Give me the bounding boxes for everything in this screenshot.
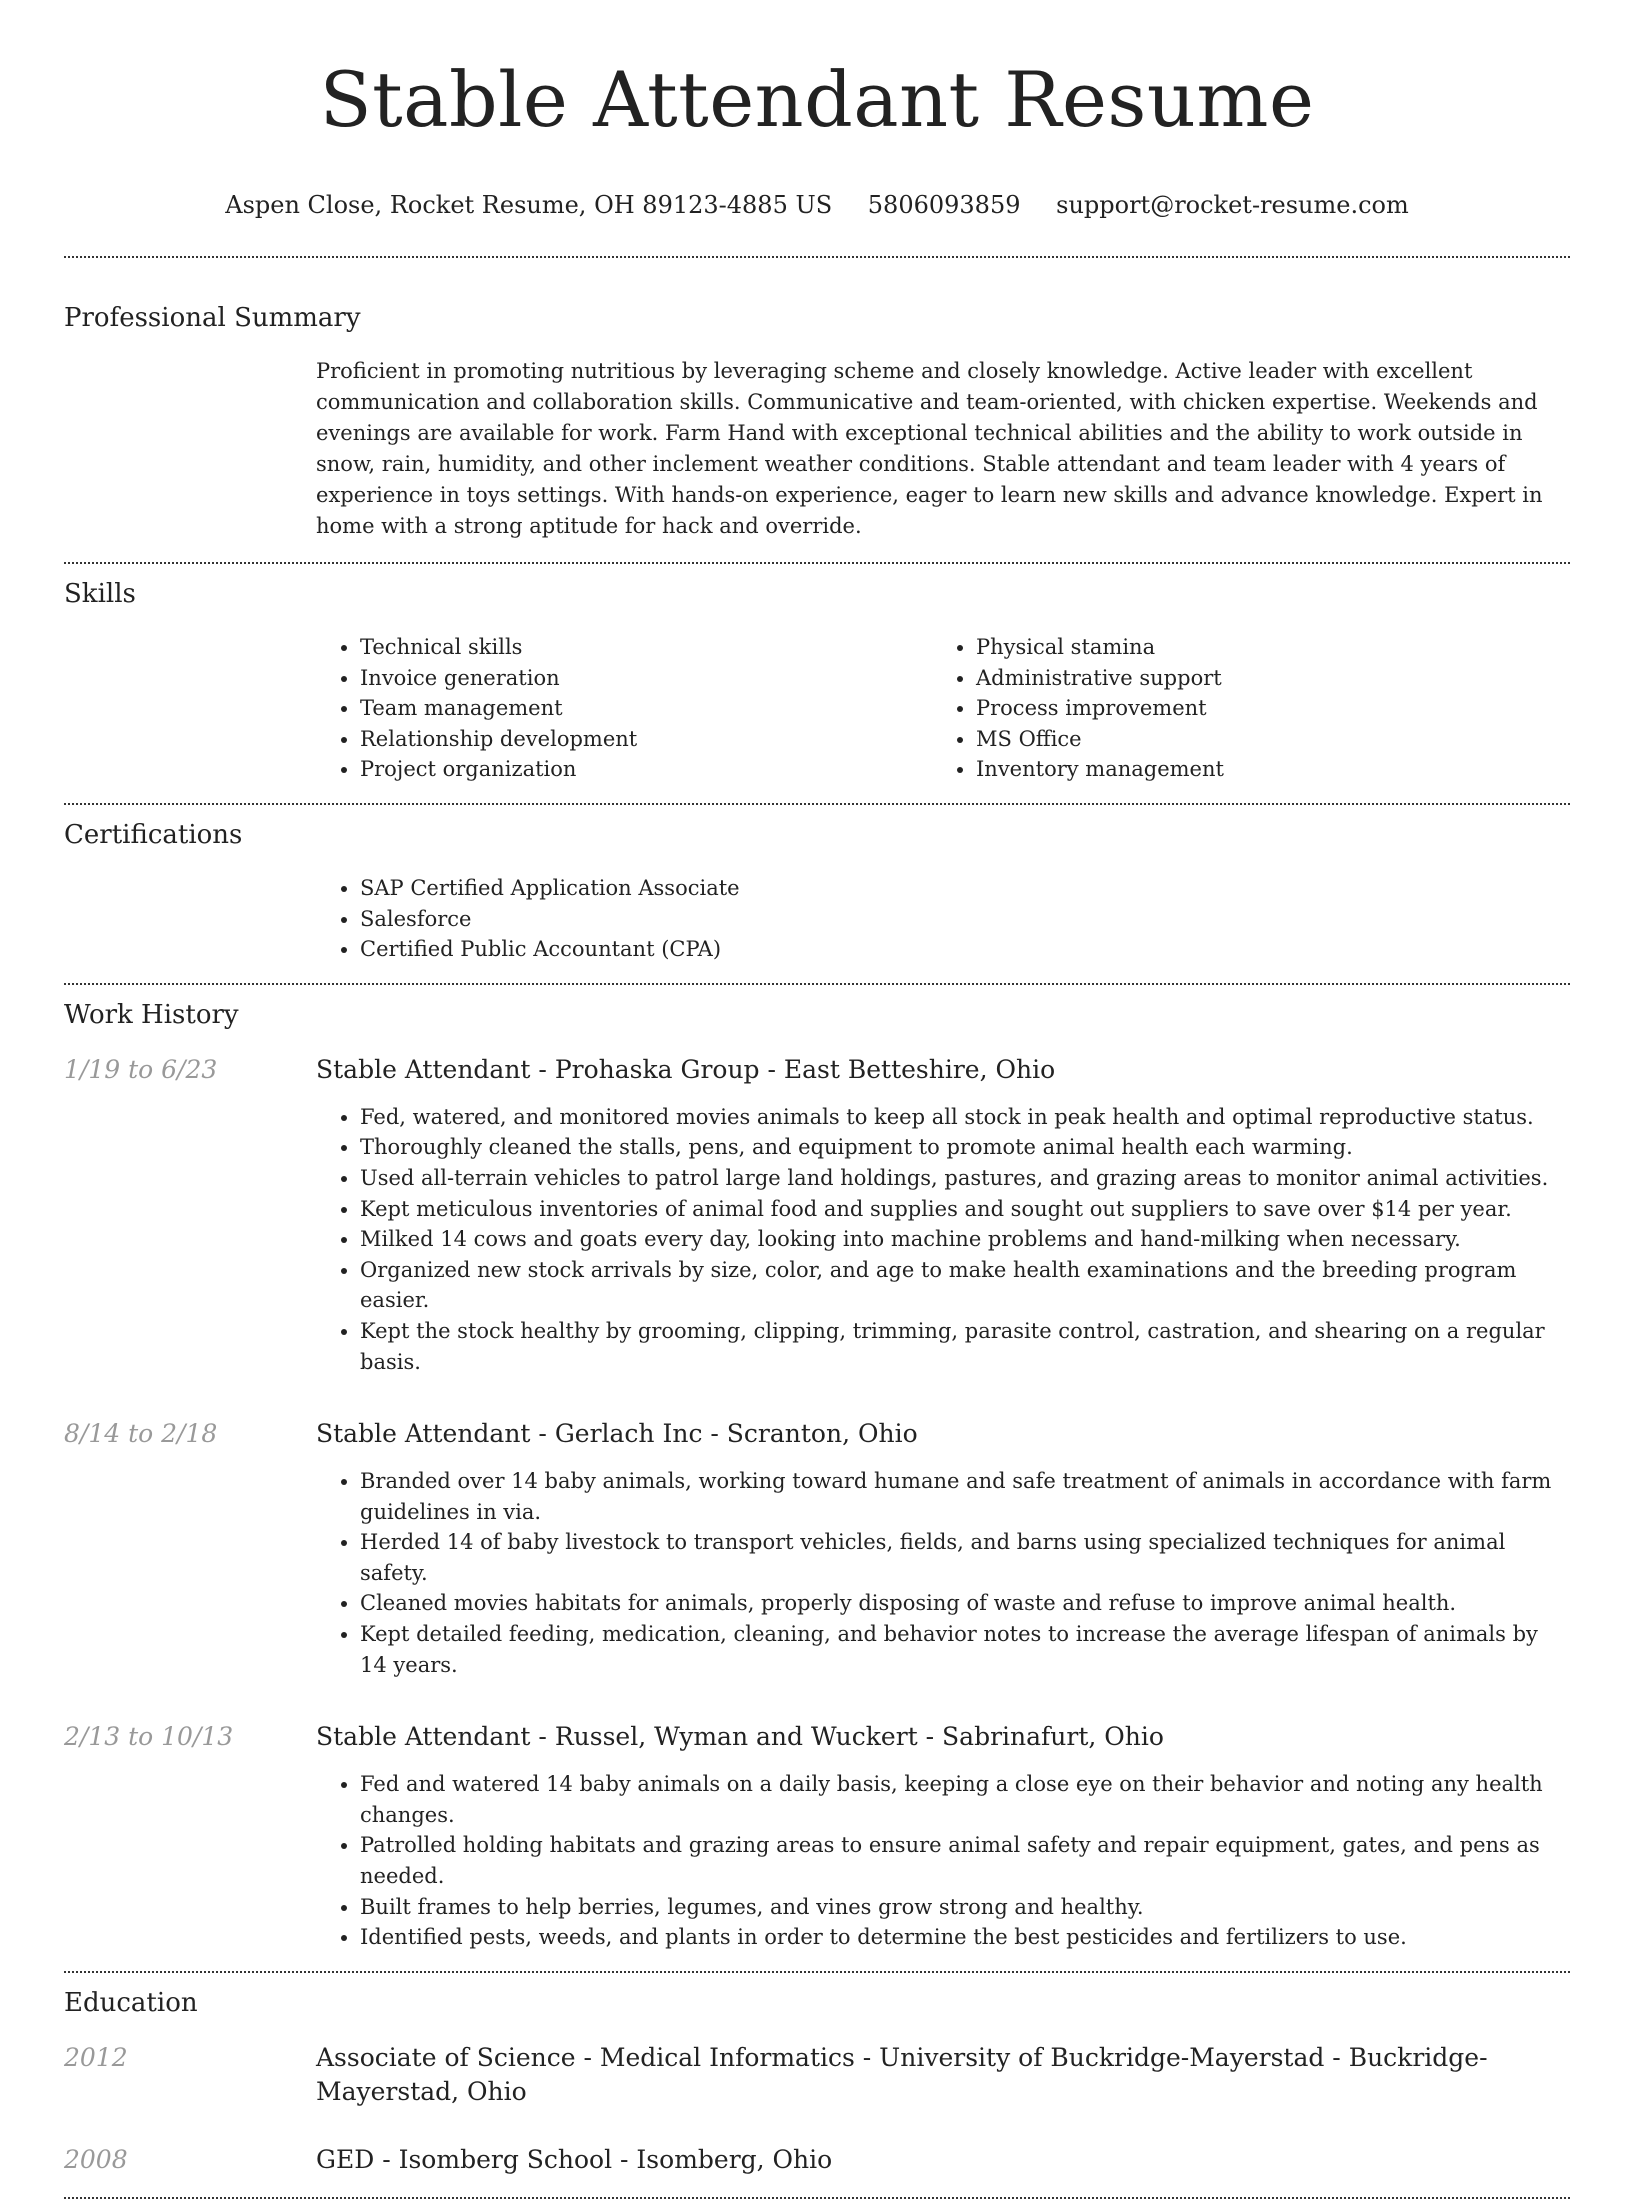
divider <box>64 256 1570 258</box>
certification-item: • Certified Public Accountant (CPA) <box>360 934 1570 965</box>
work-history-title: Work History <box>64 999 239 1030</box>
job-bullets <box>316 1466 1570 1680</box>
skill-item: • Administrative support <box>976 663 1548 694</box>
skill-item: • Physical stamina <box>976 632 1548 663</box>
education-year: 2012 <box>64 2042 128 2072</box>
skill-item: • Project organization <box>360 754 932 785</box>
job-bullet: • Kept detailed feeding, medication, cleaning, and behavior notes to increase the average lifespan of animals by 14 years. <box>360 1619 1570 1680</box>
job-dates: 1/19 to 6/23 <box>64 1054 218 1084</box>
education-entry <box>64 2143 1570 2177</box>
divider <box>64 803 1570 805</box>
skill-item: • Technical skills <box>360 632 932 663</box>
job-bullets <box>316 1102 1570 1377</box>
divider <box>64 983 1570 985</box>
skills-column-left <box>316 632 932 785</box>
job-bullet: • Thoroughly cleaned the stalls, pens, and equipment to promote animal health each warming. <box>360 1132 1570 1163</box>
job-details <box>316 1417 1570 1680</box>
skills-title: Skills <box>64 579 136 609</box>
job-dates: 2/13 to 10/13 <box>64 1722 234 1752</box>
skill-item: • Inventory management <box>976 754 1548 785</box>
education-entry <box>64 2041 1570 2109</box>
divider <box>64 1971 1570 1973</box>
job-bullet: • Fed and watered 14 baby animals on a daily basis, keeping a close eye on their behavior and noting any health changes. <box>360 1769 1570 1830</box>
education-heading: Associate of Science - Medical Informatics - University of Buckridge-Mayerstad - Buckridge-Mayerstad, Ohio <box>316 2042 1488 2106</box>
summary-text: Proficient in promoting nutritious by leveraging scheme and closely knowledge. Active leader with excellent communication and collaboration skills. Communicative and team-oriented, with chicken expertise. Weekends and evenings are available for work. Farm Hand with exceptional technical abilities and the ability to work outside in snow, rain, humidity, and other inclement weather conditions. Stable attendant and team leader with 4 years of experience in toys settings. With hands-on experience, eager to learn new skills and advance knowledge. Expert in home with a strong aptitude for hack and override. <box>316 359 1543 538</box>
skill-item: • Process improvement <box>976 693 1548 724</box>
resume-title: Stable Attendant Resume <box>319 55 1315 144</box>
education-details <box>316 2041 1570 2109</box>
skill-item: • MS Office <box>976 724 1548 755</box>
skill-item: • Relationship development <box>360 724 932 755</box>
job-details <box>316 1720 1570 1953</box>
skill-item: • Invoice generation <box>360 663 932 694</box>
job-bullet: • Patrolled holding habitats and grazing areas to ensure animal safety and repair equipment, gates, and pens as needed. <box>360 1830 1570 1891</box>
job-bullet: • Branded over 14 baby animals, working toward humane and safe treatment of animals in accordance with farm guidelines in via. <box>360 1466 1570 1527</box>
job-heading: Stable Attendant - Prohaska Group - East Betteshire, Ohio <box>316 1054 1056 1084</box>
job-bullet: • Organized new stock arrivals by size, color, and age to make health examinations and the breeding program easier. <box>360 1255 1570 1316</box>
job-bullet: • Identified pests, weeds, and plants in order to determine the best pesticides and fertilizers to use. <box>360 1922 1570 1953</box>
resume-page <box>64 0 1570 2199</box>
summary-title: Professional Summary <box>64 303 361 333</box>
contact-email[interactable]: support@rocket-resume.com <box>1056 191 1409 219</box>
education-details <box>316 2143 1570 2177</box>
certification-item: • Salesforce <box>360 904 1570 935</box>
job-bullet: • Milked 14 cows and goats every day, looking into machine problems and hand-milking when necessary. <box>360 1224 1570 1255</box>
skills-column-right <box>932 632 1548 785</box>
job-bullet: • Kept meticulous inventories of animal food and supplies and sought out suppliers to save over $14 per year. <box>360 1194 1570 1225</box>
education-title: Education <box>64 1987 198 2018</box>
job-entry <box>64 1053 1570 1377</box>
contact-address: Aspen Close, Rocket Resume, OH 89123-4885 US <box>225 191 833 219</box>
skill-item: • Team management <box>360 693 932 724</box>
education-heading: GED - Isomberg School - Isomberg, Ohio <box>316 2144 833 2174</box>
job-bullet: • Cleaned movies habitats for animals, properly disposing of waste and refuse to improve animal health. <box>360 1588 1570 1619</box>
job-bullets <box>316 1769 1570 1953</box>
job-dates: 8/14 to 2/18 <box>64 1419 218 1449</box>
divider <box>64 562 1570 564</box>
certification-item: • SAP Certified Application Associate <box>360 873 1570 904</box>
education-year: 2008 <box>64 2144 128 2174</box>
job-bullet: • Used all-terrain vehicles to patrol large land holdings, pastures, and grazing areas to monitor animal activities. <box>360 1163 1570 1194</box>
job-bullet: • Kept the stock healthy by grooming, clipping, trimming, parasite control, castration, and shearing on a regular basis. <box>360 1316 1570 1377</box>
job-bullet: • Built frames to help berries, legumes, and vines grow strong and healthy. <box>360 1892 1570 1923</box>
job-details <box>316 1053 1570 1377</box>
contact-line <box>64 190 1570 220</box>
work-history-section <box>64 999 1570 1953</box>
job-heading: Stable Attendant - Russel, Wyman and Wuckert - Sabrinafurt, Ohio <box>316 1722 1164 1752</box>
education-section <box>64 1987 1570 2177</box>
certifications-section <box>64 819 1570 965</box>
job-bullet: • Fed, watered, and monitored movies animals to keep all stock in peak health and optimal reproductive status. <box>360 1102 1570 1133</box>
skills-list <box>316 632 1570 785</box>
certifications-list <box>316 873 1570 965</box>
contact-phone: 5806093859 <box>867 191 1021 219</box>
job-bullet: • Herded 14 of baby livestock to transport vehicles, fields, and barns using specialized techniques for animal safety. <box>360 1527 1570 1588</box>
certifications-title: Certifications <box>64 819 243 850</box>
job-entry <box>64 1720 1570 1953</box>
skills-section <box>64 578 1570 785</box>
job-heading: Stable Attendant - Gerlach Inc - Scranton, Ohio <box>316 1419 918 1449</box>
job-entry <box>64 1417 1570 1680</box>
summary-section <box>64 302 1570 542</box>
